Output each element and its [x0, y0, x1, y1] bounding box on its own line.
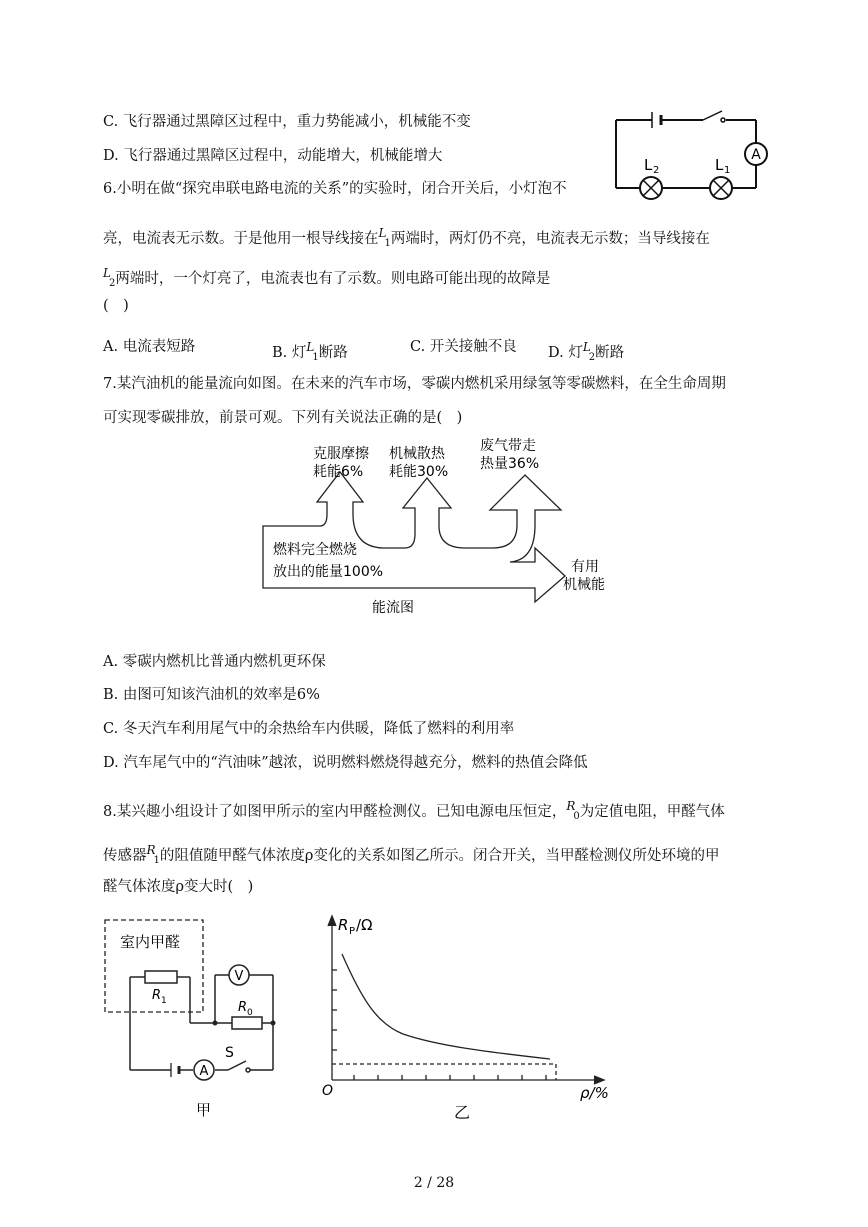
l1-label: L: [715, 156, 724, 174]
q6-stem-line3: $^L_2$两端时，一个灯亮了，电流表也有了示数。则电路可能出现的故障是: [103, 266, 551, 289]
ammeter-icon: [194, 1060, 214, 1080]
diagram-caption: 能流图: [372, 600, 414, 616]
q8-figure-yi-graph: [318, 912, 638, 1127]
useful-label-2: 机械能: [563, 577, 605, 593]
ammeter-icon: [745, 143, 767, 165]
svg-text:1: 1: [161, 996, 167, 1006]
svg-text:P: P: [349, 926, 356, 937]
q6-circuit-diagram: [608, 100, 778, 210]
q6-stem-line2: 亮，电流表无示数。于是他用一根导线接在$^L_1$两端时，两灯仍不亮，电流表无示数；当导线接在: [103, 226, 710, 249]
q5-option-c: C. 飞行器通过黑障区过程中，重力势能减小，机械能不变: [103, 114, 471, 130]
svg-text:1: 1: [724, 165, 731, 176]
fig-yi-caption: 乙: [454, 1103, 471, 1122]
l2-label: L: [644, 156, 653, 174]
q7-option-c: C. 冬天汽车利用尾气中的余热给车内供暖，降低了燃料的利用率: [103, 721, 515, 737]
r1-label: R: [152, 988, 162, 1003]
q6-option-c: C. 开关接触不良: [410, 339, 517, 355]
exhaust-label-2: 热量36%: [480, 456, 540, 472]
svg-text:/Ω: /Ω: [356, 916, 373, 934]
lamp-l1-icon: [710, 177, 732, 199]
q8-stem-line1: 8.某兴趣小组设计了如图甲所示的室内甲醛检测仪。已知电源电压恒定，$^R_0$为定值电阻，甲醛气体: [103, 799, 725, 822]
heat-label-2: 耗能30%: [389, 464, 449, 480]
q6-option-a: A. 电流表短路: [103, 339, 196, 355]
r0-label: R: [238, 1000, 248, 1015]
q7-stem-line2: 可实现零碳排放，前景可观。下列有关说法正确的是( ): [103, 410, 463, 426]
box-label: 室内甲醛: [120, 933, 181, 951]
exhaust-label-1: 废气带走: [480, 438, 536, 454]
q7-option-a: A. 零碳内燃机比普通内燃机更环保: [103, 654, 326, 670]
voltmeter-icon: [229, 965, 249, 985]
origin-label: O: [322, 1083, 334, 1099]
y-axis-label: R: [338, 916, 349, 934]
q6-answer-blank: ( ): [103, 298, 129, 314]
q7-energy-flow-diagram: [255, 430, 625, 620]
q6-option-d: D. 灯$^L_2$断路: [548, 340, 625, 363]
page-number: 2 / 28: [413, 1175, 455, 1191]
heat-label-1: 机械散热: [389, 446, 445, 462]
lamp-l2-icon: [640, 177, 662, 199]
q7-option-d: D. 汽车尾气中的“汽油味”越浓，说明燃料燃烧得越充分，燃料的热值会降低: [103, 755, 588, 771]
q7-option-b: B. 由图可知该汽油机的效率是6%: [103, 687, 320, 703]
svg-text:A: A: [751, 147, 761, 163]
svg-text:0: 0: [247, 1008, 253, 1018]
q6-stem-line1: 6.小明在做“探究串联电路电流的关系”的实验时，闭合开关后，小灯泡不: [103, 181, 567, 197]
friction-label-2: 耗能6%: [313, 464, 364, 480]
fuel-label-1: 燃料完全燃烧: [273, 542, 357, 558]
q8-figure-jia-circuit: [100, 915, 285, 1125]
resistance-curve: [342, 954, 550, 1059]
svg-text:A: A: [199, 1064, 209, 1079]
fig-jia-caption: 甲: [196, 1101, 212, 1119]
useful-label-1: 有用: [571, 559, 599, 575]
switch-label: S: [225, 1045, 234, 1061]
friction-label-1: 克服摩擦: [313, 446, 369, 462]
q8-stem-line2: 传感器$^R_1$的阻值随甲醛气体浓度ρ变化的关系如图乙所示。闭合开关，当甲醛检测仪所处环境的甲: [103, 843, 720, 866]
svg-text:2: 2: [653, 165, 660, 176]
q8-stem-line3: 醛气体浓度ρ变大时( ): [103, 879, 254, 895]
fuel-label-2: 放出的能量100%: [273, 564, 384, 580]
q6-option-b: B. 灯$^L_1$断路: [272, 340, 348, 363]
q7-stem-line1: 7.某汽油机的能量流向如图。在未来的汽车市场，零碳内燃机采用绿氢等零碳燃料，在全生命周期: [103, 376, 726, 392]
x-axis-label: ρ/%: [580, 1084, 609, 1102]
q5-option-d: D. 飞行器通过黑障区过程中，动能增大，机械能增大: [103, 148, 443, 164]
svg-text:V: V: [234, 969, 244, 984]
